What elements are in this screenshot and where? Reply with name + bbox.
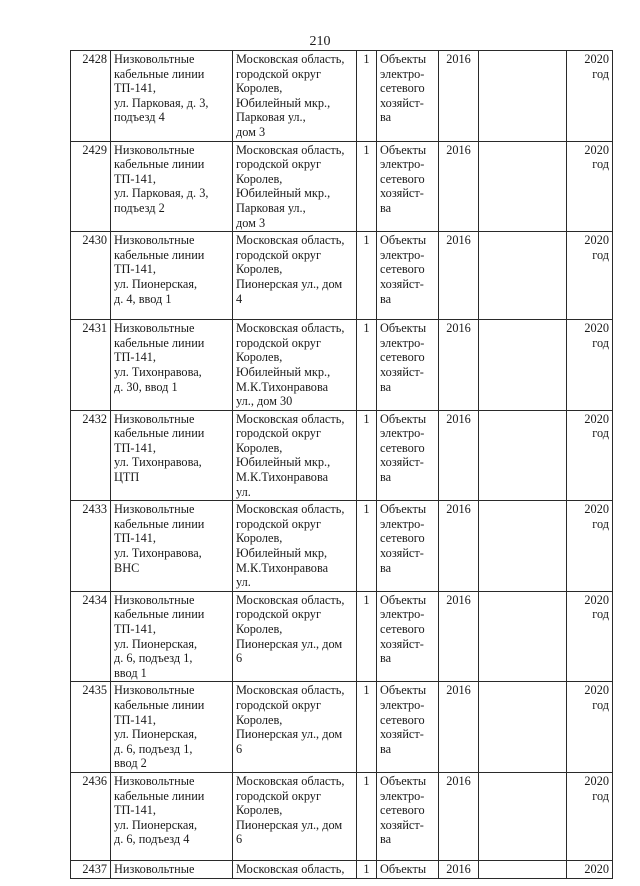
object-type-line: ва [380, 291, 392, 306]
object-address-line: Королев, [236, 803, 283, 818]
object-name-line: д. 4, ввод 1 [114, 291, 172, 306]
object-name-line: Низковольтные [114, 142, 195, 157]
blank-cell [479, 51, 567, 142]
object-name-line: Низковольтные [114, 502, 195, 517]
object-address-line: 6 [236, 741, 243, 756]
object-type-line: ва [380, 200, 392, 215]
object-name-line: ТП-141, [114, 803, 157, 818]
object-address-line: Московская область, [236, 502, 345, 517]
object-name-line: ул. Пионерская, [114, 727, 198, 742]
object-name-line: ул. Парковая, д. 3, [114, 95, 209, 110]
row-number: 2437 [71, 860, 111, 878]
object-type-line: ва [380, 110, 392, 125]
object-type [377, 682, 439, 773]
object-type-line: Объекты [380, 861, 427, 876]
completion-cell-line: год [592, 788, 609, 803]
object-type-line: хозяйст- [380, 276, 424, 291]
object-type-line: хозяйст- [380, 186, 424, 201]
object-address-line: городской округ [236, 66, 321, 81]
object-address [233, 772, 357, 860]
object-address-line: Королев, [236, 81, 283, 96]
year-cell: 2016 [439, 682, 479, 773]
completion-cell [567, 410, 613, 501]
completion-cell [567, 141, 613, 232]
object-name [111, 772, 233, 860]
object-address-line: Московская область, [236, 52, 345, 66]
object-type [377, 232, 439, 320]
blank-cell [479, 860, 567, 878]
table-row [71, 141, 613, 232]
object-type-line: Объекты [380, 233, 427, 248]
object-address [233, 501, 357, 592]
completion-cell-line: 2020 [584, 861, 609, 876]
object-type-line: сетевого [380, 531, 425, 546]
year-cell: 2016 [439, 141, 479, 232]
object-name-line: Низковольтные [114, 321, 195, 336]
object-name-line: ул. Пионерская, [114, 817, 198, 832]
object-name-line: ТП-141, [114, 622, 157, 636]
object-address-line: Юбилейный мкр, [236, 546, 328, 561]
blank-cell [479, 320, 567, 411]
object-name-line: д. 6, подъезд 1, [114, 741, 193, 756]
row-number: 2432 [71, 410, 111, 501]
object-type [377, 860, 439, 878]
object-address-line: Юбилейный мкр., [236, 186, 331, 201]
object-address-line: Пионерская ул., дом [236, 727, 343, 742]
object-address-line: М.К.Тихонравова [236, 379, 329, 394]
completion-cell-line: 2020 [584, 233, 609, 248]
object-type-line: электро- [380, 335, 425, 350]
object-address [233, 232, 357, 320]
completion-cell [567, 860, 613, 878]
object-type-line: сетевого [380, 171, 425, 186]
object-type-line: хозяйст- [380, 364, 424, 379]
object-type-line: ва [380, 560, 392, 575]
object-address-line: городской округ [236, 426, 321, 441]
object-quantity: 1 [357, 501, 377, 592]
object-address-line: Королев, [236, 262, 283, 277]
object-address-line: ул. [236, 575, 251, 590]
object-address-line: Королев, [236, 440, 283, 455]
object-name-line: ТП-141, [114, 171, 157, 186]
object-type-line: электро- [380, 66, 425, 81]
object-quantity: 1 [357, 772, 377, 860]
row-number: 2436 [71, 772, 111, 860]
object-quantity: 1 [357, 591, 377, 682]
object-address-line: Парковая ул., [236, 200, 306, 215]
object-address-line: 4 [236, 291, 243, 306]
object-type [377, 410, 439, 501]
object-type-line: Объекты [380, 502, 427, 517]
completion-cell-line: год [592, 335, 609, 350]
object-name-line: ТП-141, [114, 350, 157, 365]
blank-cell [479, 772, 567, 860]
object-address-line: Юбилейный мкр., [236, 364, 331, 379]
completion-cell-line: год [592, 426, 609, 441]
object-type-line: сетевого [380, 622, 425, 636]
table-row [71, 51, 613, 142]
completion-cell [567, 51, 613, 142]
completion-cell-line: 2020 [584, 321, 609, 336]
object-address [233, 682, 357, 773]
table-row [71, 772, 613, 860]
object-address-line: Московская область, [236, 233, 345, 248]
object-name [111, 51, 233, 142]
object-type [377, 320, 439, 411]
object-name-line: ТП-141, [114, 262, 157, 277]
object-address-line: городской округ [236, 516, 321, 531]
completion-cell-line: 2020 [584, 592, 609, 607]
object-name-line: ТП-141, [114, 440, 157, 455]
object-type-line: хозяйст- [380, 95, 424, 110]
object-address-line: Пионерская ул., дом [236, 636, 343, 651]
object-type-line: Объекты [380, 592, 427, 607]
object-name-line: Низковольтные [114, 52, 195, 66]
object-name-line: д. 6, подъезд 1, [114, 651, 193, 666]
object-name-line: кабельные линии [114, 66, 205, 81]
object-name-line: ул. Парковая, д. 3, [114, 186, 209, 201]
object-type-line: электро- [380, 157, 425, 172]
completion-cell-line: 2020 [584, 773, 609, 788]
object-address-line: ул., дом 30 [236, 394, 293, 409]
object-address-line: Пионерская ул., дом [236, 817, 343, 832]
object-address-line: Юбилейный мкр., [236, 455, 331, 470]
object-name-line: ЦТП [114, 470, 140, 485]
year-cell: 2016 [439, 860, 479, 878]
completion-cell [567, 682, 613, 773]
object-name [111, 320, 233, 411]
blank-cell [479, 410, 567, 501]
completion-cell-line: год [592, 66, 609, 81]
object-address-line: городской округ [236, 788, 321, 803]
year-cell: 2016 [439, 320, 479, 411]
object-name-line: кабельные линии [114, 516, 205, 531]
row-number: 2435 [71, 682, 111, 773]
object-name-line: Низковольтные [114, 233, 195, 248]
object-type-line: ва [380, 651, 392, 666]
object-type-line: электро- [380, 247, 425, 262]
object-type-line: Объекты [380, 52, 427, 66]
object-name [111, 860, 233, 878]
year-cell: 2016 [439, 232, 479, 320]
row-number: 2431 [71, 320, 111, 411]
row-number: 2434 [71, 591, 111, 682]
object-address-line: городской округ [236, 697, 321, 712]
row-number: 2429 [71, 141, 111, 232]
completion-cell-line: год [592, 247, 609, 262]
object-type-line: Объекты [380, 773, 427, 788]
object-name-line: ввод 2 [114, 756, 147, 771]
object-address-line: Московская область, [236, 683, 345, 698]
blank-cell [479, 232, 567, 320]
object-type-line: сетевого [380, 81, 425, 96]
object-name-line: Низковольтные [114, 411, 195, 426]
object-address-line: ул. [236, 484, 251, 499]
year-cell: 2016 [439, 51, 479, 142]
object-name-line: кабельные линии [114, 607, 205, 622]
table-row [71, 410, 613, 501]
object-name-line: кабельные линии [114, 335, 205, 350]
year-cell: 2016 [439, 591, 479, 682]
object-type [377, 141, 439, 232]
object-address-line: Московская область, [236, 411, 345, 426]
table-row [71, 591, 613, 682]
object-type-line: ва [380, 379, 392, 394]
completion-cell-line: 2020 [584, 411, 609, 426]
object-quantity: 1 [357, 320, 377, 411]
object-address-line: М.К.Тихонравова [236, 560, 329, 575]
object-name-line: ТП-141, [114, 531, 157, 546]
object-type [377, 772, 439, 860]
object-address-line: Пионерская ул., дом [236, 276, 343, 291]
object-address-line: Московская область, [236, 861, 345, 876]
object-name-line: д. 6, подъезд 4 [114, 832, 190, 847]
year-cell: 2016 [439, 410, 479, 501]
object-name-line: Низковольтные [114, 592, 195, 607]
completion-cell [567, 320, 613, 411]
blank-cell [479, 591, 567, 682]
object-name-line: д. 30, ввод 1 [114, 379, 178, 394]
object-name [111, 501, 233, 592]
object-name [111, 591, 233, 682]
object-type-line: сетевого [380, 712, 425, 727]
object-address [233, 51, 357, 142]
year-cell: 2016 [439, 772, 479, 860]
object-type-line: хозяйст- [380, 817, 424, 832]
object-type-line: Объекты [380, 142, 427, 157]
year-cell: 2016 [439, 501, 479, 592]
object-name-line: ул. Пионерская, [114, 636, 198, 651]
object-name-line: ТП-141, [114, 712, 157, 727]
blank-cell [479, 501, 567, 592]
object-quantity: 1 [357, 232, 377, 320]
completion-cell [567, 772, 613, 860]
object-address [233, 141, 357, 232]
object-type-line: сетевого [380, 803, 425, 818]
object-address-line: дом 3 [236, 215, 266, 230]
object-quantity: 1 [357, 410, 377, 501]
object-type-line: сетевого [380, 262, 425, 277]
object-address-line: Королев, [236, 171, 283, 186]
object-type-line: ва [380, 470, 392, 485]
object-name-line: ВНС [114, 560, 140, 575]
object-type-line: сетевого [380, 350, 425, 365]
object-quantity: 1 [357, 682, 377, 773]
object-address-line: городской округ [236, 607, 321, 622]
object-quantity: 1 [357, 141, 377, 232]
object-name [111, 232, 233, 320]
object-type-line: сетевого [380, 440, 425, 455]
table-row [71, 232, 613, 320]
object-name [111, 682, 233, 773]
object-name-line: ул. Пионерская, [114, 276, 198, 291]
object-type-line: ва [380, 741, 392, 756]
completion-cell [567, 232, 613, 320]
completion-cell-line: год [592, 157, 609, 172]
page-number: 210 [309, 34, 331, 49]
object-type-line: ва [380, 832, 392, 847]
completion-cell-line: 2020 [584, 142, 609, 157]
object-address [233, 320, 357, 411]
object-type-line: электро- [380, 607, 425, 622]
object-address-line: Королев, [236, 622, 283, 636]
object-name-line: Низковольтные [114, 683, 195, 698]
object-address [233, 591, 357, 682]
object-address-line: Юбилейный мкр., [236, 95, 331, 110]
object-type-line: хозяйст- [380, 546, 424, 561]
object-address-line: Королев, [236, 531, 283, 546]
object-name-line: кабельные линии [114, 247, 205, 262]
object-type-line: электро- [380, 697, 425, 712]
object-type-line: электро- [380, 788, 425, 803]
object-address-line: городской округ [236, 247, 321, 262]
table-row [71, 860, 613, 878]
object-type-line: хозяйст- [380, 455, 424, 470]
object-address-line: дом 3 [236, 124, 266, 139]
object-type [377, 51, 439, 142]
object-name-line: кабельные линии [114, 426, 205, 441]
object-address [233, 410, 357, 501]
object-name-line: ул. Тихонравова, [114, 455, 202, 470]
object-address-line: М.К.Тихонравова [236, 470, 329, 485]
object-type-line: хозяйст- [380, 636, 424, 651]
object-address-line: городской округ [236, 157, 321, 172]
row-number: 2428 [71, 51, 111, 142]
object-quantity: 1 [357, 860, 377, 878]
completion-cell-line: год [592, 697, 609, 712]
object-address-line: городской округ [236, 335, 321, 350]
object-address-line: Королев, [236, 712, 283, 727]
object-type-line: Объекты [380, 321, 427, 336]
object-name [111, 141, 233, 232]
object-type [377, 501, 439, 592]
blank-cell [479, 141, 567, 232]
object-quantity: 1 [357, 51, 377, 142]
object-type-line: хозяйст- [380, 727, 424, 742]
object-address-line: 6 [236, 651, 243, 666]
object-name-line: ввод 1 [114, 665, 147, 680]
row-number: 2430 [71, 232, 111, 320]
object-name-line: ТП-141, [114, 81, 157, 96]
completion-cell-line: 2020 [584, 52, 609, 66]
object-name-line: ул. Тихонравова, [114, 364, 202, 379]
row-number: 2433 [71, 501, 111, 592]
completion-cell-line: год [592, 607, 609, 622]
object-address-line: Королев, [236, 350, 283, 365]
object-name-line: кабельные линии [114, 697, 205, 712]
object-type-line: Объекты [380, 683, 427, 698]
completion-cell [567, 501, 613, 592]
object-address [233, 860, 357, 878]
object-type-line: электро- [380, 426, 425, 441]
table-row [71, 501, 613, 592]
object-address-line: Московская область, [236, 321, 345, 336]
object-address-line: Московская область, [236, 142, 345, 157]
completion-cell-line: 2020 [584, 683, 609, 698]
object-name-line: подъезд 4 [114, 110, 165, 125]
blank-cell [479, 682, 567, 773]
object-address-line: Парковая ул., [236, 110, 306, 125]
object-name-line: Низковольтные [114, 773, 195, 788]
object-name [111, 410, 233, 501]
completion-cell-line: 2020 [584, 502, 609, 517]
object-name-line: кабельные линии [114, 157, 205, 172]
object-type-line: электро- [380, 516, 425, 531]
object-name-line: подъезд 2 [114, 200, 165, 215]
object-name-line: ул. Тихонравова, [114, 546, 202, 561]
table-row [71, 682, 613, 773]
register-table [70, 50, 613, 879]
object-type [377, 591, 439, 682]
object-address-line: Московская область, [236, 773, 345, 788]
completion-cell [567, 591, 613, 682]
object-type-line: Объекты [380, 411, 427, 426]
register-body [71, 51, 613, 879]
object-address-line: Московская область, [236, 592, 345, 607]
object-name-line: кабельные линии [114, 788, 205, 803]
completion-cell-line: год [592, 516, 609, 531]
table-row [71, 320, 613, 411]
object-address-line: 6 [236, 832, 243, 847]
object-name-line: Низковольтные [114, 861, 195, 876]
